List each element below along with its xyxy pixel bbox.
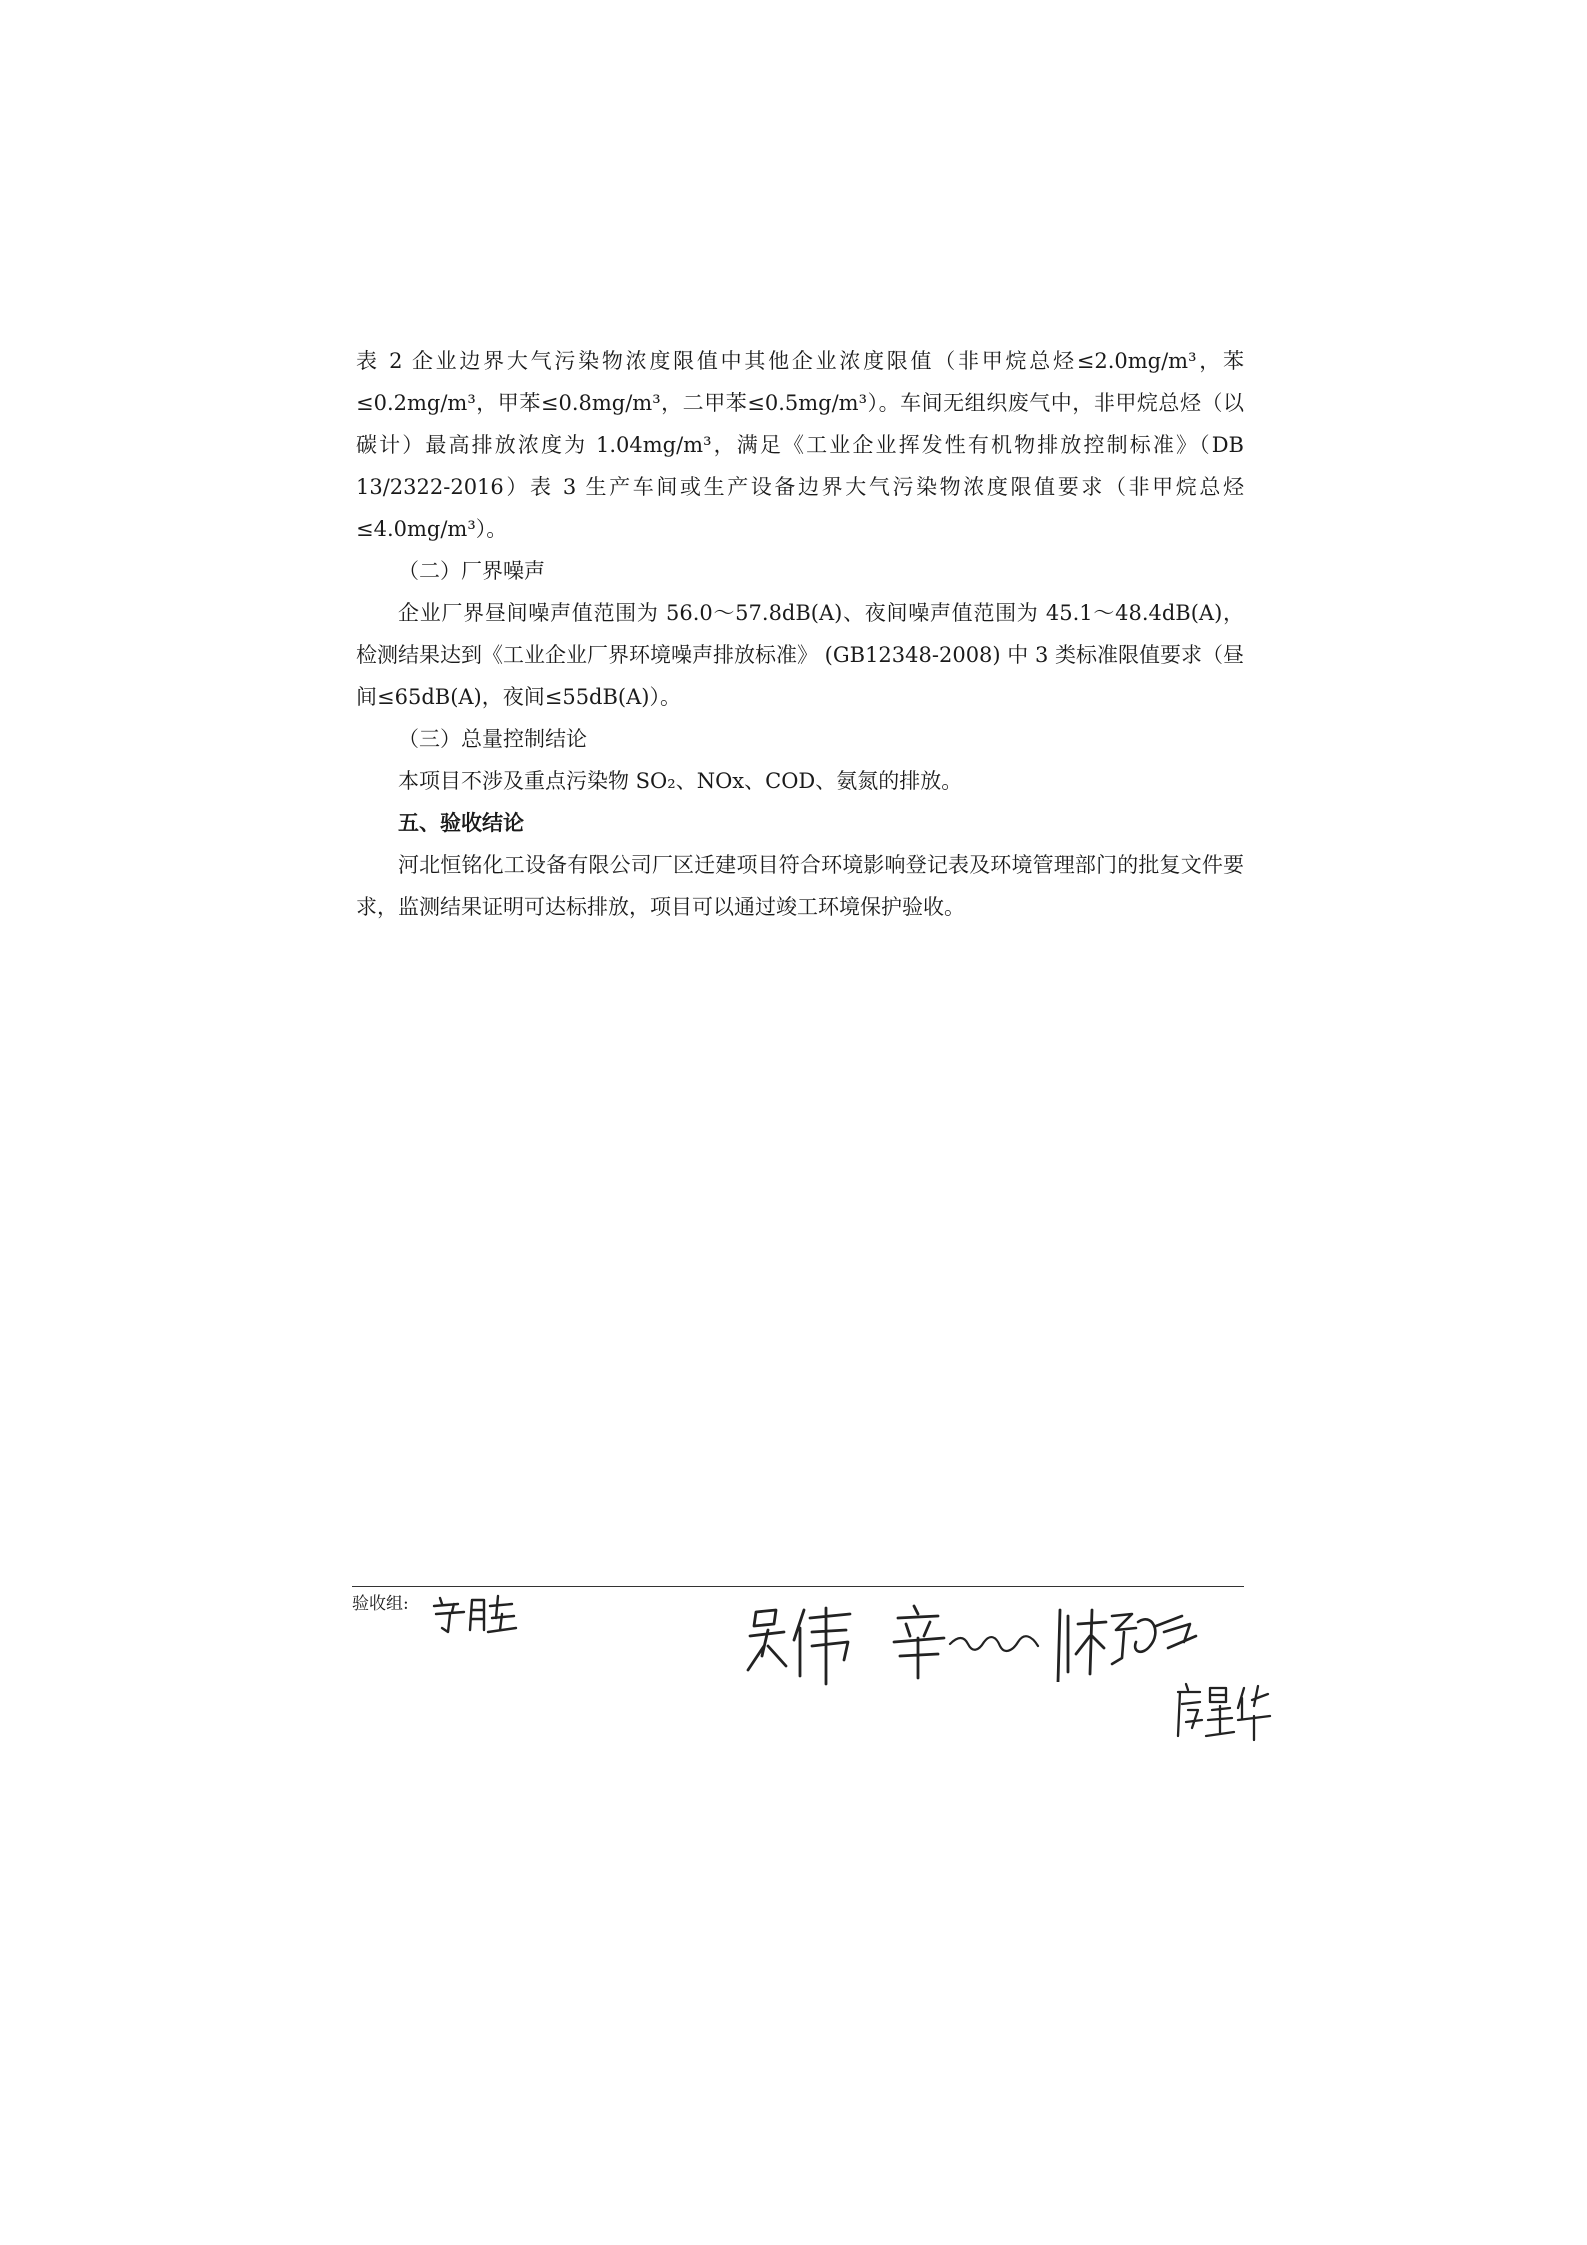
paragraph-voc-results: 表 2 企业边界大气污染物浓度限值中其他企业浓度限值（非甲烷总烃≤2.0mg/m³，苯≤0.2mg/m³，甲苯≤0.8mg/m³，二甲苯≤0.5mg/m³）。车间无组织废气中，非甲烷总烃（以碳计）最高排放浓度为 1.04mg/m³，满足《工业企业挥发性有机物排放控制标准》（DB 13/2322-2016）表 3 生产车间或生产设备边界大气污染物浓度限值要求（非甲烷总烃≤4.0mg/m³）。 xyxy=(356,349,1244,541)
signature-divider xyxy=(352,1586,1244,1587)
signature-label: 验收组: xyxy=(352,1594,409,1614)
section-heading-noise: （二）厂界噪声 xyxy=(398,559,545,583)
document-body xyxy=(356,340,1244,928)
handwritten-signature-2 xyxy=(742,1600,862,1690)
paragraph-total-control: 本项目不涉及重点污染物 SO₂、NOx、COD、氨氮的排放。 xyxy=(398,769,963,793)
handwritten-signature-4 xyxy=(1072,1602,1202,1682)
section-heading-total-control: （三）总量控制结论 xyxy=(398,727,587,751)
paragraph-noise-results: 企业厂界昼间噪声值范围为 56.0～57.8dB(A)、夜间噪声值范围为 45.1～48.4dB(A)，检测结果达到《工业企业厂界环境噪声排放标准》 (GB12348-2008) 中 3 类标准限值要求（昼间≤65dB(A)，夜间≤55dB(A)）。 xyxy=(356,601,1244,709)
handwritten-signature-3 xyxy=(888,1602,1078,1682)
handwritten-signature-5 xyxy=(1172,1678,1272,1744)
handwritten-signature-1 xyxy=(428,1588,518,1638)
paragraph-conclusion: 河北恒铭化工设备有限公司厂区迁建项目符合环境影响登记表及环境管理部门的批复文件要求，监测结果证明可达标排放，项目可以通过竣工环境保护验收。 xyxy=(356,853,1244,919)
section-heading-conclusion: 五、验收结论 xyxy=(398,810,524,835)
